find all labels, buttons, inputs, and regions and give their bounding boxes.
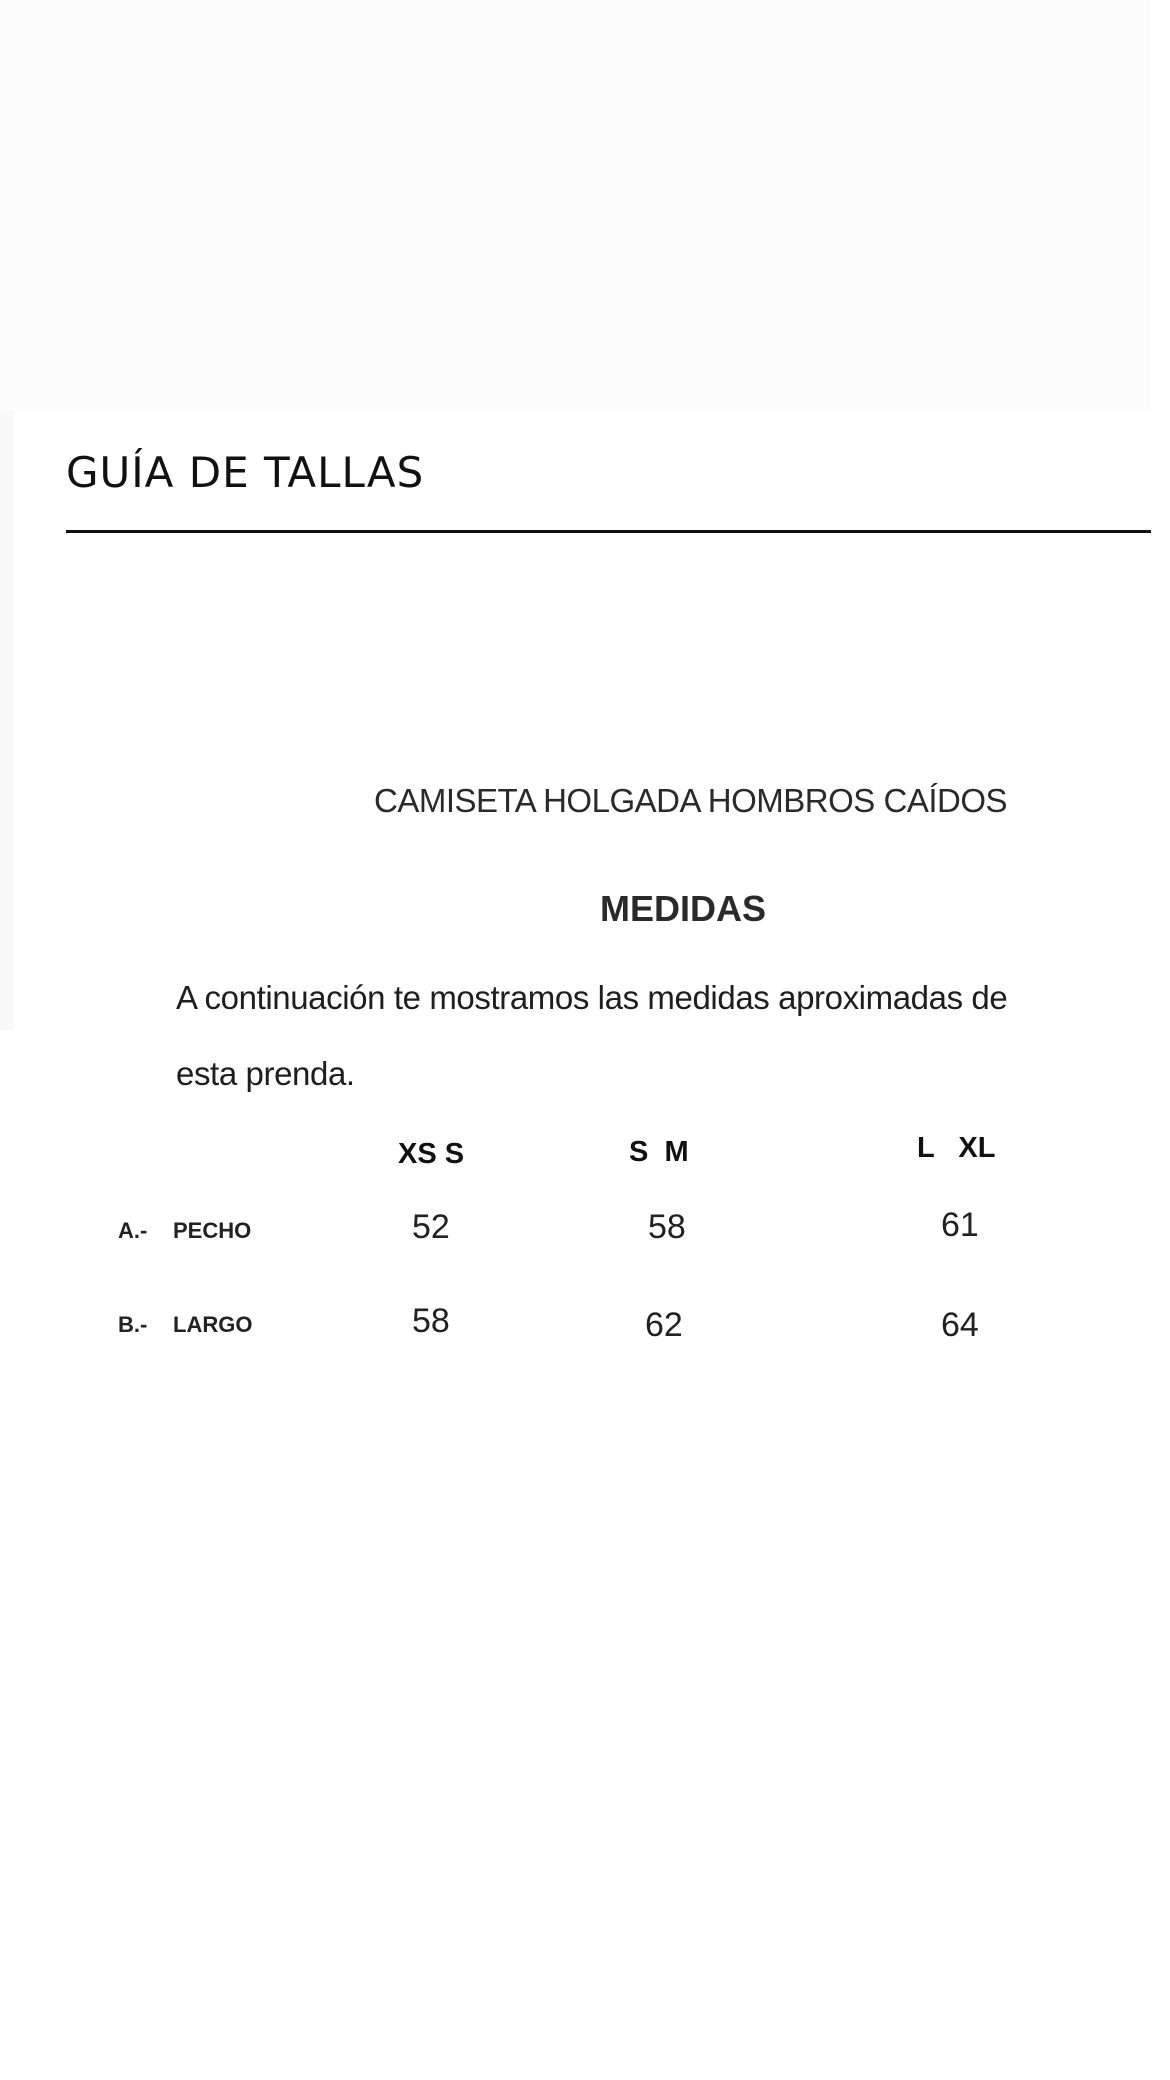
row-prefix: B.-	[118, 1312, 148, 1337]
row-label-length: LARGO	[173, 1312, 253, 1337]
table-cell: 52	[412, 1208, 450, 1246]
measurements-heading: MEDIDAS	[600, 888, 767, 929]
image-placeholder-area	[0, 0, 1151, 410]
column-header-size: L XL	[917, 1132, 996, 1164]
column-header-size: XS S	[398, 1138, 465, 1170]
table-cell: 62	[645, 1306, 683, 1344]
column-header-size: S M	[629, 1136, 689, 1168]
header-divider	[66, 530, 1151, 533]
table-cell: 58	[648, 1208, 686, 1246]
row-prefix: A.-	[118, 1218, 148, 1243]
table-cell: 64	[941, 1306, 979, 1344]
intro-text: A continuación te mostramos las medidas aproximadas de esta prenda.	[176, 979, 1008, 1092]
table-cell: 61	[941, 1206, 979, 1244]
size-chart-image	[0, 560, 1170, 1960]
table-cell: 58	[412, 1302, 450, 1340]
row-label-chest: PECHO	[173, 1218, 252, 1243]
size-guide-title: GUÍA DE TALLAS	[66, 448, 425, 497]
product-title: CAMISETA HOLGADA HOMBROS CAÍDOS	[374, 782, 1008, 819]
